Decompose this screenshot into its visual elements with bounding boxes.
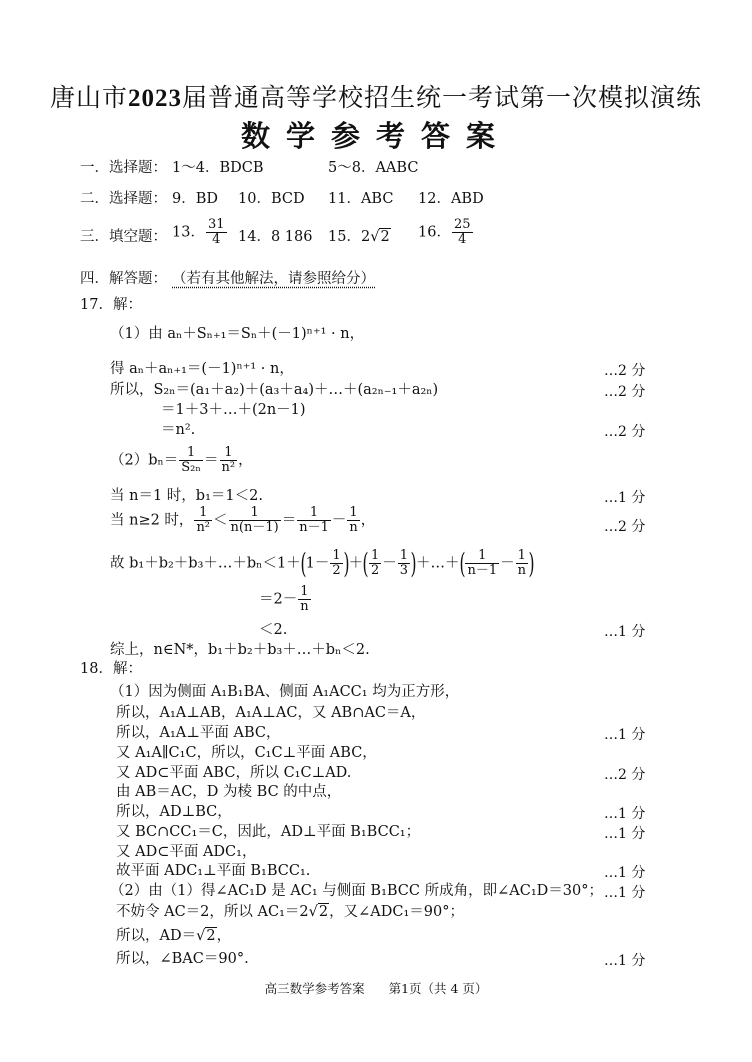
points: …1 分 xyxy=(604,490,646,506)
q18-line: 所以，A₁A⊥AB，A₁A⊥AC，又 AB∩AC＝A， xyxy=(116,705,426,721)
section3-label: 三．填空题： xyxy=(80,229,167,245)
q17-conclusion: 综上，n∈N*，b₁＋b₂＋b₃＋…＋bₙ＜2. xyxy=(110,642,370,658)
q17-line: （1）由 aₙ＋Sₙ₊₁＝Sₙ＋(－1)ⁿ⁺¹ · n， xyxy=(110,326,365,342)
answer-13: 13． $\frac{31}{4}$ xyxy=(172,217,225,247)
section1-answers-b: 5～8．AABC xyxy=(328,160,419,176)
q17-result: ＝2－ $\frac{1}{n}$ xyxy=(259,584,309,614)
points: …1 分 xyxy=(604,806,646,822)
q17-sum: 故 b₁＋b₂＋b₃＋…＋bₙ＜1＋(1－ $\frac{1}{2}$ )＋( $\frac{1}{2}$ － $\frac{1}{3}$ )＋…＋( $\frac{1}{n-1}$ － $\frac{1}{n}$ ) xyxy=(110,546,535,580)
section4-note: （若有其他解法，请参照给分） xyxy=(172,271,375,287)
q18-line: 由 AB＝AC，D 为棱 BC 的中点， xyxy=(116,784,342,800)
points: …1 分 xyxy=(604,885,646,901)
q18-head: 18．解： xyxy=(80,661,142,677)
q17-line: ＜2. xyxy=(259,622,288,638)
answer-14: 14．8 186 xyxy=(238,229,313,245)
q18-line: 又 AD⊂平面 ABC，所以 C₁C⊥AD. xyxy=(116,765,352,781)
q18-line: 又 BC∩CC₁＝C，因此，AD⊥平面 B₁BCC₁； xyxy=(116,824,421,840)
section1-label: 一．选择题： xyxy=(80,160,167,176)
points: …2 分 xyxy=(604,767,646,783)
q18-line: 不妨令 AC＝2，所以 AC₁＝2√2，又∠ADC₁＝90°； xyxy=(116,904,464,920)
q17-line: ＝n². xyxy=(161,422,196,438)
section2-label: 二．选择题： xyxy=(80,191,167,207)
footer-doc-name: 高三数学参考答案 xyxy=(264,981,365,996)
page-number: 第1页（共 4 页） xyxy=(388,981,488,996)
section2-item: 9．BD xyxy=(172,191,219,207)
q18-line: 故平面 ADC₁⊥平面 B₁BCC₁. xyxy=(116,863,311,879)
page-footer xyxy=(0,979,752,997)
points: …1 分 xyxy=(604,624,646,640)
answer-15: 15．2√2 xyxy=(328,229,390,245)
points: …1 分 xyxy=(604,865,646,881)
q17-line: 得 aₙ＋aₙ₊₁＝(－1)ⁿ⁺¹ · n， xyxy=(110,361,294,377)
points: …2 分 xyxy=(604,384,646,400)
section2-item: 10．BCD xyxy=(238,191,305,207)
document-subtitle: 数学参考答案 xyxy=(240,119,511,153)
q17-head: 17．解： xyxy=(80,297,142,313)
q18-line: 所以，AD＝√2， xyxy=(116,928,232,944)
section2-item: 12．ABD xyxy=(418,191,484,207)
q18-line: （2）由（1）得∠AC₁D 是 AC₁ 与侧面 B₁BCC 所成角，即∠AC₁D＝30°； xyxy=(110,883,603,899)
points: …2 分 xyxy=(604,519,646,535)
q18-line: 又 AD⊂平面 ADC₁， xyxy=(116,844,257,860)
q17-line: 当 n＝1 时，b₁＝1＜2. xyxy=(110,488,263,504)
points: …1 分 xyxy=(604,826,646,842)
points: …1 分 xyxy=(604,727,646,743)
q18-line: 所以，A₁A⊥平面 ABC， xyxy=(116,725,281,741)
answer-16: 16． $\frac{25}{4}$ xyxy=(418,217,471,247)
q17-line: 所以，S₂ₙ＝(a₁＋a₂)＋(a₃＋a₄)＋…＋(a₂ₙ₋₁＋a₂ₙ) xyxy=(110,382,439,398)
q18-line: 所以，AD⊥BC， xyxy=(116,804,232,820)
points: …2 分 xyxy=(604,363,646,379)
section2-item: 11．ABC xyxy=(328,191,394,207)
q18-line: 所以，∠BAC＝90°. xyxy=(116,951,249,967)
exam-title: 唐山市2023届普通高等学校招生统一考试第一次模拟演练 xyxy=(49,83,703,112)
q17-part2: （2）bₙ＝ $\frac{1}{\text{S₂ₙ}}$ ＝ $\frac{1}{\text{n²}}$ ， xyxy=(110,445,253,475)
q18-line: （1）因为侧面 A₁B₁BA、侧面 A₁ACC₁ 均为正方形， xyxy=(110,684,460,700)
q17-line: ＝1＋3＋…＋(2n－1) xyxy=(161,402,306,418)
points: …2 分 xyxy=(604,424,646,440)
section4-label: 四．解答题： xyxy=(80,271,167,287)
section1-answers-a: 1～4．BDCB xyxy=(172,160,264,176)
points: …1 分 xyxy=(604,953,646,969)
q18-line: 又 A₁A∥C₁C，所以，C₁C⊥平面 ABC， xyxy=(116,745,377,761)
q17-inequality: 当 n≥2 时， $\frac{1}{\text{n²}}$ ＜ $\frac{1}{n(n-1)}$ ＝ $\frac{1}{n-1}$ － $\frac{1}{n}$ ， xyxy=(110,505,376,535)
